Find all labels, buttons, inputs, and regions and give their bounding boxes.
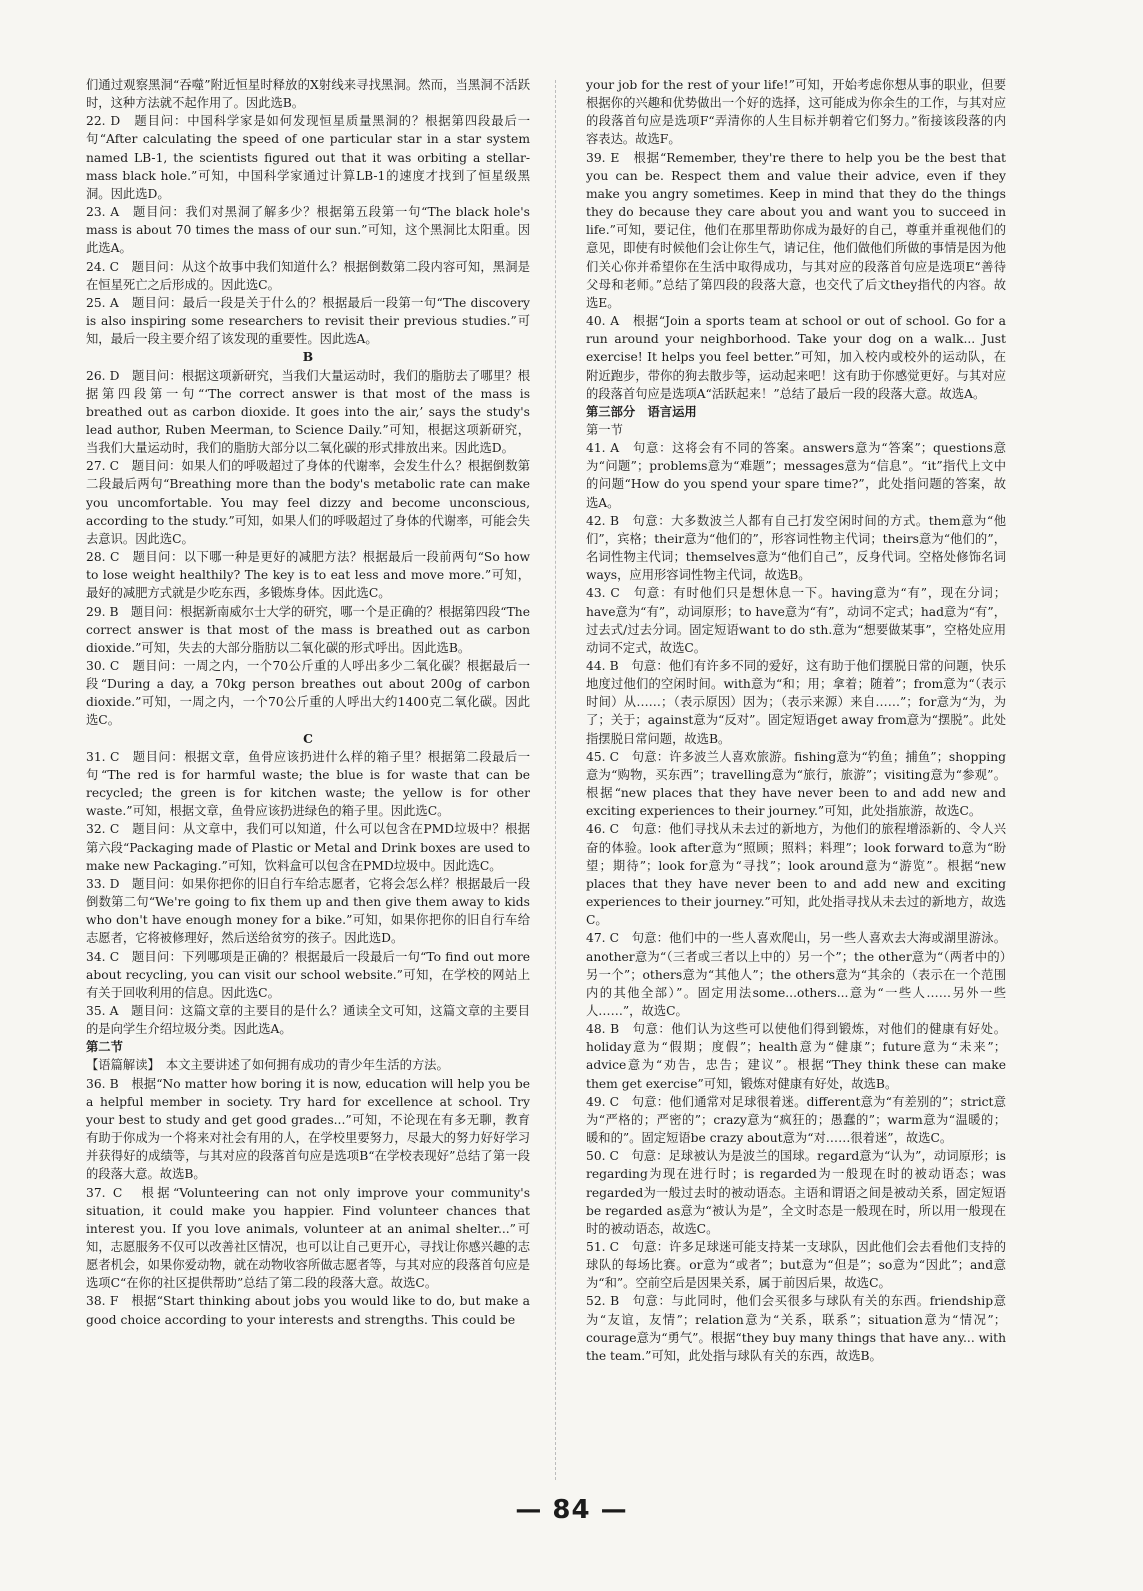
answer-block: 43. C 句意：有时他们只是想休息一下。having意为“有”，现在分词；have意为“有”，动词原形；to have意为“有”，动词不定式；had意为“有”，过去式/过去分词。固定短语want to do sth.意为“想要做某事”，空格处应用动词不定式，故选C。 <box>586 586 1006 655</box>
section-heading: B <box>302 349 314 365</box>
answer-block: 49. C 句意：他们通常对足球很着迷。different意为“有差别的”；strict意为“严格的；严密的”；crazy意为“疯狂的；愚蠢的”；warm意为“温暖的；暖和的”。固定短语be crazy about意为“对……很着迷”，故选C。 <box>586 1094 1006 1146</box>
section-heading: C <box>303 730 313 746</box>
passage-summary: 【语篇解读】 本文主要讲述了如何拥有成功的青少年生活的方法。 <box>86 1058 449 1073</box>
left-column <box>86 76 530 1329</box>
column-divider <box>555 80 557 1480</box>
answer-block: 52. B 句意：与此同时，他们会买很多与球队有关的东西。friendship意为“友谊，友情”；relation意为“关系，联系”；situation意为“情况”；courage意为“勇气”。根据“they buy many things that have any... with the team.”可知，此处指与球队有关的东西，故选B。 <box>586 1294 1006 1363</box>
section-heading: 第二节 <box>86 1039 123 1055</box>
answer-block: 28. C 题目问：以下哪一种是更好的减肥方法？根据最后一段前两句“So how to lose weight healthily? The key is to eat less and move more.”可知，最好的减肥方式就是少吃东西，多锻炼身体。因此选C。 <box>86 550 530 601</box>
answer-block: your job for the rest of your life!”可知，开始考虑你想从事的职业，但要根据你的兴趣和优势做出一个好的选择，这可能成为你余生的工作，与其对应的段落首句应是选项F“弄清你的人生目标并朝着它们努力。”衔接该段落的内容表达。故选F。 <box>586 78 1006 147</box>
answer-block: 们通过观察黑洞“吞噬”附近恒星时释放的X射线来寻找黑洞。然而，当黑洞不活跃时，这种方法就不起作用了。因此选B。 <box>86 78 530 111</box>
answer-block: 34. C 题目问：下列哪项是正确的？根据最后一段最后一句“To find out more about recycling, you can visit our school website.”可知，在学校的网站上有关于回收利用的信息。因此选C。 <box>86 949 530 1000</box>
answer-block: 25. A 题目问：最后一段是关于什么的？根据最后一段第一句“The discovery is also inspiring some researchers to revisit their previous studies.”可知，最后一段主要介绍了该发现的重要性。因此选A。 <box>86 295 530 347</box>
answer-block: 46. C 句意：他们寻找从未去过的新地方，为他们的旅程增添新的、令人兴奋的体验。look after意为“照顾；照料；料理”；look forward to意为“盼望；期待”；look for意为“寻找”；look around意为“游览”。根据“new places that they have never been to and add new and exciting experiences to their journey.”可知，此处指寻找从未去过的新地方，故选C。 <box>586 822 1006 928</box>
answer-block: 48. B 句意：他们认为这些可以使他们得到锻炼，对他们的健康有好处。holiday意为“假期；度假”；health意为“健康”；future意为“未来”；advice意为“劝告，忠告；建议”。根据“They think these can make them get exercise”可知，锻炼对健康有好处，故选B。 <box>586 1022 1006 1091</box>
answer-block: 51. C 句意：许多足球迷可能支持某一支球队，因此他们会去看他们支持的球队的每场比赛。or意为“或者”；but意为“但是”；so意为“因此”；and意为“和”。空前空后是因果关系，属于前因后果，故选C。 <box>586 1240 1006 1291</box>
answer-block: 33. D 题目问：如果你把你的旧自行车给志愿者，它将会怎么样？根据最后一段倒数第二句“We're going to fix them up and then give them away to kids who don't have enough money for a bike.”可知，如果你把你的旧自行车给志愿者，它将被修理好，然后送给贫穷的孩子。因此选D。 <box>86 876 530 946</box>
right-column <box>586 76 1006 1365</box>
answer-block: 37. C 根据“Volunteering can not only improve your community's situation, it could make you happier. Find volunteer chances that interest you. If you love animals, volunteer at an animal shelter...”可知，志愿服务不仅可以改善社区情况，也可以让自己更开心，寻找让你感兴趣的志愿者机会，如果你爱动物，就在动物收容所做志愿者等，与其对应的段落首句应是选项C“在你的社区提供帮助”总结了第二段的段落大意。故选C。 <box>86 1185 530 1291</box>
answer-block: 31. C 题目问：根据文章，鱼骨应该扔进什么样的箱子里？根据第二段最后一句“The red is for harmful waste; the blue is for waste that can be recycled; the green is for kitchen waste; the yellow is for other waste.”可知，根据文章，鱼骨应该扔进绿色的箱子里。因此选C。 <box>86 749 530 819</box>
answer-block: 24. C 题目问：从这个故事中我们知道什么？根据倒数第二段内容可知，黑洞是在恒星死亡之后形成的。因此选C。 <box>86 259 530 292</box>
section-heading: 第三部分 语言运用 <box>586 403 697 419</box>
answer-block: 40. A 根据“Join a sports team at school or out of school. Go for a run around your neighborhood. Take your dog on a walk... Just exercise! It helps you feel better.”可知，加入校内或校外的运动队，在附近跑步，带你的狗去散步等，运动起来吧！这有助于你感觉更好。与其对应的段落首句应是选项A“活跃起来！”总结了最后一段的段落大意。故选A。 <box>586 314 1006 401</box>
answer-block: 36. B 根据“No matter how boring it is now, education will help you be a helpful member in society. Try hard for excellence at school. Try your best to study and get good grades...”可知，不论现在有多无聊，教育有助于你成为一个将来对社会有用的人，在学校里要努力，尽最大的努力好好学习并获得好的成绩等，与其对应的段落首句应是选项B“在学校表现好”总结了第一段的段落大意。故选B。 <box>86 1076 530 1182</box>
answer-block: 44. B 句意：他们有许多不同的爱好，这有助于他们摆脱日常的问题，快乐地度过他们的空闲时间。with意为“和；用；拿着；随着”；from意为“（表示时间）从……；（表示原因）因为；（表示来源）来自……”；for意为“为，为了；关于；against意为“反对”。固定短语get away from意为“摆脱”。此处指摆脱日常问题，故选B。 <box>586 659 1006 746</box>
answer-block: 47. C 句意：他们中的一些人喜欢爬山，另一些人喜欢去大海或湖里游泳。another意为“（三者或三者以上中的）另一个”；the other意为“（两者中的）另一个”；others意为“其他人”；the others意为“其余的（表示在一个范围内的其他全部）”。固定用法some...others...意为“一些人……另外一些人……”，故选C。 <box>586 931 1006 1018</box>
answer-block: 32. C 题目问：从文章中，我们可以知道，什么可以包含在PMD垃圾中？根据第六段“Packaging made of Plastic or Metal and Drink boxes are used to make new Packaging.”可知，饮料盒可以包含在PMD垃圾中。因此选C。 <box>86 822 530 873</box>
answer-block: 38. F 根据“Start thinking about jobs you would like to do, but make a good choice according to your interests and strengths. This could be <box>86 1294 530 1327</box>
answer-block: 23. A 题目问：我们对黑洞了解多少？根据第五段第一句“The black hole's mass is about 70 times the mass of our sun.”可知，这个黑洞比太阳重。因此选A。 <box>86 205 530 256</box>
answer-block: 26. D 题目问：根据这项新研究，当我们大量运动时，我们的脂肪去了哪里？根据第四段第一句“‘The correct answer is that most of the mass is breathed out as carbon dioxide. It goes into the air,’ says the study's lead author, Ruben Meerman, to Science Daily.”可知，根据这项新研究，当我们大量运动时，我们的脂肪大部分以二氧化碳的形式排放出来。因此选D。 <box>86 368 530 456</box>
answer-block: 29. B 题目问：根据新南威尔士大学的研究，哪一个是正确的？根据第四段“The correct answer is that most of the mass is breathed out as carbon dioxide.”可知，失去的大部分脂肪以二氧化碳的形式呼出。因此选B。 <box>86 604 530 655</box>
answer-block: 35. A 题目问：这篇文章的主要目的是什么？通读全文可知，这篇文章的主要目的是向学生介绍垃圾分类。因此选A。 <box>86 1003 530 1037</box>
answer-block: 27. C 题目问：如果人们的呼吸超过了身体的代谢率，会发生什么？根据倒数第二段最后两句“Breathing more than the body's metabolic rate can make you uncomfortable. You may feel dizzy and become unconscious, according to the study.”可知，如果人们的呼吸超过了身体的代谢率，可能会失去意识。因此选C。 <box>86 459 530 546</box>
page-number: — 84 — <box>515 1495 628 1525</box>
answer-block: 50. C 句意：足球被认为是波兰的国球。regard意为“认为”，动词原形；is regarding为现在进行时；is regarded为一般现在时的被动语态；was regarded为一般过去时的被动语态。主语和谓语之间是被动关系，固定短语be regarded as意为“被认为是”，全文时态是一般现在时，所以用一般现在时的被动语态，故选C。 <box>586 1149 1006 1236</box>
answer-block: 42. B 句意：大多数波兰人都有自己打发空闲时间的方式。them意为“他们”，宾格；their意为“他们的”，形容词性物主代词；theirs意为“他们的”，名词性物主代词；themselves意为“他们自己”，反身代词。空格处修饰名词ways，应用形容词性物主代词，故选B。 <box>586 513 1006 583</box>
section-heading: 第一节 <box>586 422 623 437</box>
answer-block: 30. C 题目问：一周之内，一个70公斤重的人呼出多少二氧化碳？根据最后一段“During a day, a 70kg person breathes out about 200g of carbon dioxide.”可知，一周之内，一个70公斤重的人呼出大约1400克二氧化碳。因此选C。 <box>86 659 530 728</box>
answer-block: 41. A 句意：这将会有不同的答案。answers意为“答案”；questions意为“问题”；problems意为“难题”；messages意为“信息”。“it”指代上文中的问题“How do you spend your spare time?”，此处指问题的答案，故选A。 <box>586 441 1006 510</box>
answer-block: 22. D 题目问：中国科学家是如何发现恒星质量黑洞的？根据第四段最后一句“After calculating the speed of one particular star in a star system named LB-1, the scientists figured out that it was orbiting a stellar-mass black hole.”可知，中国科学家通过计算LB-1的速度才找到了恒星级黑洞。因此选D。 <box>86 114 530 201</box>
answer-block: 45. C 句意：许多波兰人喜欢旅游。fishing意为“钓鱼；捕鱼”；shopping意为“购物，买东西”；travelling意为“旅行，旅游”；visiting意为“参观”。根据“new places that they have never been to and add new and exciting experiences to their journey.”可知，此处指旅游，故选C。 <box>586 749 1006 819</box>
answer-block: 39. E 根据“Remember, they're there to help you be the best that you can be. Respect them and value their advice, even if they make you angry sometimes. Keep in mind that they do the things they do because they care about you and want you to succeed in life.”可知，要记住，他们在那里帮助你成为最好的自己，尊重并重视他们的意见，即使有时候他们会让你生气，请记住，他们做他们所做的事情是因为他们关心你并希望你在生活中取得成功，与其对应的段落首句应是选项E“善待父母和老师。”总结了第四段的段落大意，也交代了后文they指代的内容。故选E。 <box>586 150 1006 310</box>
